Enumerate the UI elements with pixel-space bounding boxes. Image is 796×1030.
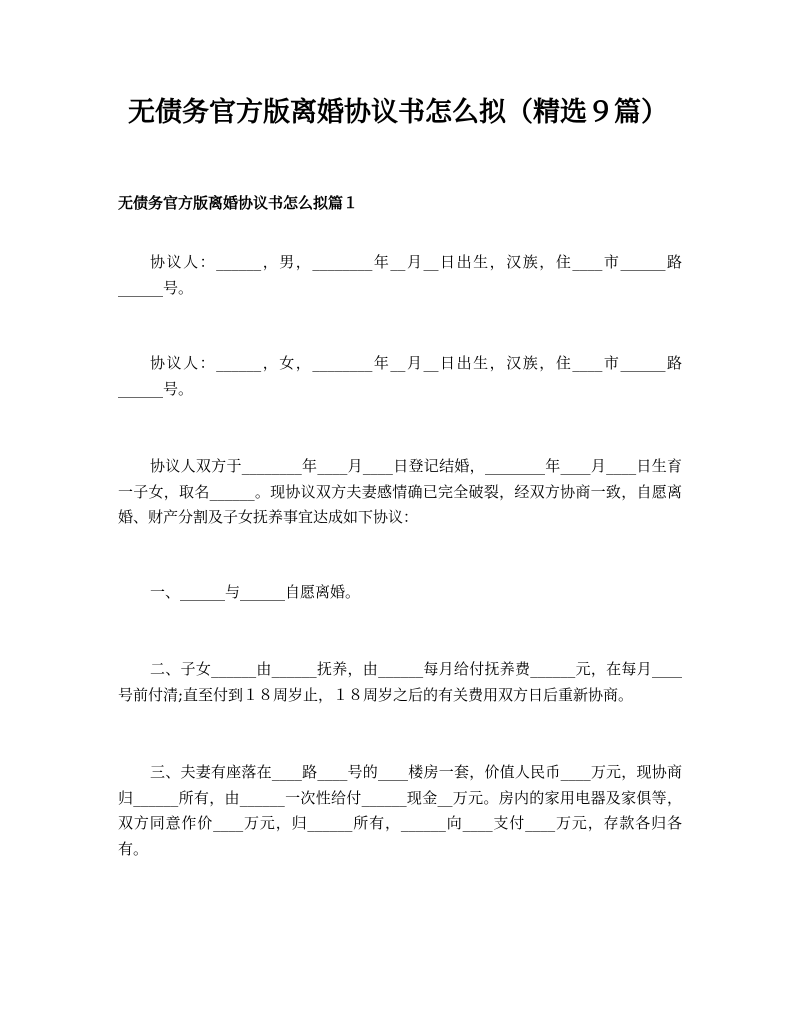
paragraph-clause-3: 三、夫妻有座落在____路____号的____楼房一套，价值人民币____万元，现协商归______所有，由______一次性给付______现金__万元。房内的家用电器及家俱等，双方同意作价____万元，归______所有，______向____支付____万元，存款各归各有。	[118, 763, 682, 858]
document-title: 无债务官方版离婚协议书怎么拟（精选９篇）	[128, 97, 668, 128]
section-heading: 无债务官方版离婚协议书怎么拟篇１	[118, 194, 359, 212]
paragraph-marriage-info: 协议人双方于________年____月____日登记结婚，________年____月____日生育一子女，取名______。现协议双方夫妻感情确已完全破裂，经双方协商一致，自愿离婚、财产分割及子女抚养事宜达成如下协议：	[118, 457, 682, 526]
paragraph-party-male: 协议人：______，男，________年__月__日出生，汉族，住____市______路______号。	[118, 253, 682, 297]
paragraph-clause-1: 一、______与______自愿离婚。	[150, 583, 361, 601]
paragraph-clause-2: 二、子女______由______抚养，由______每月给付抚养费______元，在每月____号前付清;直至付到１８周岁止，１８周岁之后的有关费用双方日后重新协商。	[118, 660, 682, 704]
paragraph-party-female: 协议人：______，女，________年__月__日出生，汉族，住____市______路______号。	[118, 354, 682, 398]
